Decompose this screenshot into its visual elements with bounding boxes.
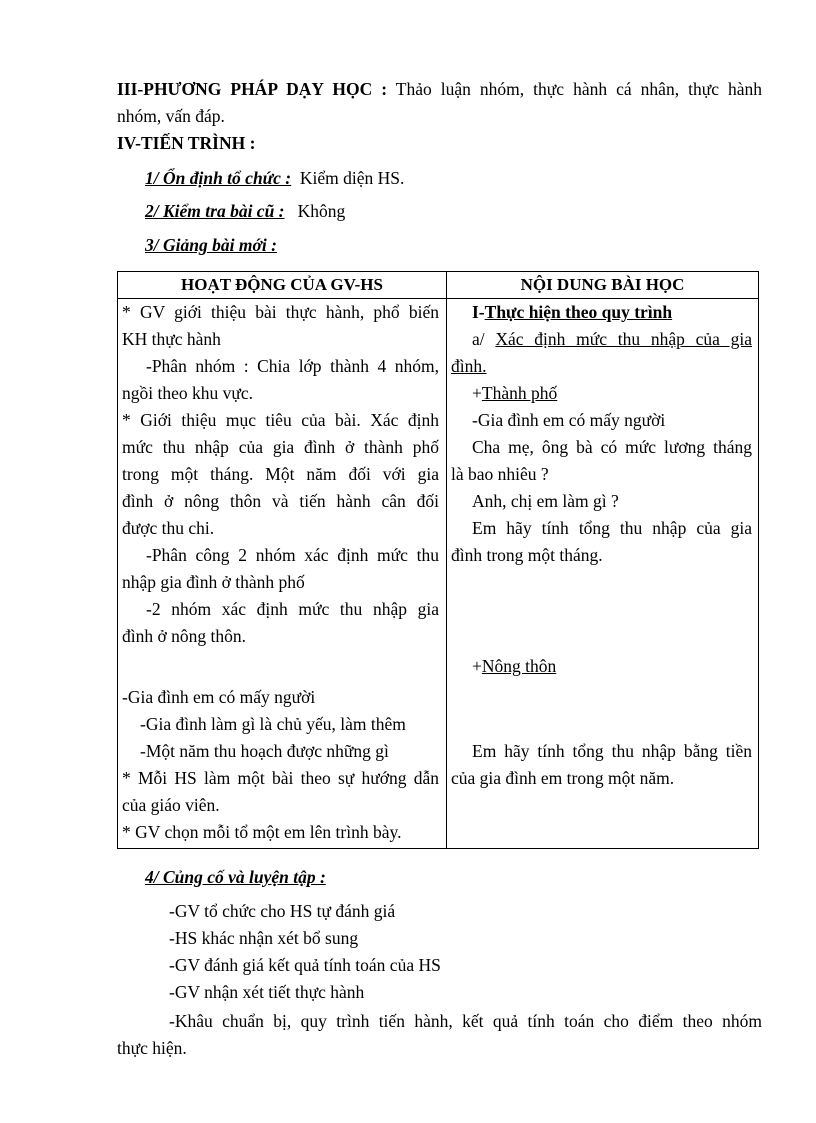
left-line: đình ở nông thôn và tiến hành cân đối <box>122 491 439 511</box>
left-line: * GV giới thiệu bài thực hành, phổ biến <box>122 302 439 322</box>
right-column <box>447 299 758 848</box>
left-line: -Một năm thu hoạch được những gì <box>140 741 389 761</box>
col-right-header: NỘI DUNG BÀI HỌC <box>447 272 759 299</box>
right-a-line1 <box>472 326 752 353</box>
list-item: -HS khác nhận xét bổ sung <box>169 928 359 948</box>
right-rural <box>472 653 556 680</box>
left-line: đình ở nông thôn. <box>122 626 246 646</box>
step2-value: Không <box>297 201 346 221</box>
right-a-line2: đình. <box>451 356 487 376</box>
step1 <box>145 165 404 192</box>
right-line: Cha mẹ, ông bà có mức lương tháng <box>472 437 752 457</box>
step1-label: 1/ Ổn định tổ chức : <box>145 168 292 188</box>
right-line: của gia đình em trong một năm. <box>451 768 675 788</box>
step2-label: 2/ Kiểm tra bài cũ : <box>145 201 285 221</box>
right-line: Anh, chị em làm gì ? <box>472 491 619 511</box>
list-item-last-2: thực hiện. <box>117 1038 187 1058</box>
left-line: KH thực hành <box>122 329 221 349</box>
list-item: -GV tổ chức cho HS tự đánh giá <box>169 901 396 921</box>
left-line: -2 nhóm xác định mức thu nhập gia <box>146 599 439 619</box>
left-line: được thu chi. <box>122 518 215 538</box>
right-line: Em hãy tính tổng thu nhập bằng tiền <box>472 741 752 761</box>
section3-line1 <box>117 76 762 103</box>
right-city <box>472 380 557 407</box>
section4-4-heading <box>145 864 326 891</box>
right-a-prefix: a/ <box>472 329 496 349</box>
section3-heading: III-PHƯƠNG PHÁP DẠY HỌC : <box>117 79 388 99</box>
left-line: * Mỗi HS làm một bài theo sự hướng dẫn <box>122 768 439 788</box>
right-line: đình trong một tháng. <box>451 545 603 565</box>
left-line: -Gia đình em có mấy người <box>122 687 316 707</box>
step3-label: 3/ Giảng bài mới : <box>145 235 277 255</box>
left-line: -Phân nhóm : Chia lớp thành 4 nhóm, <box>146 356 439 376</box>
right-title-prefix: I- <box>472 302 485 322</box>
right-rural-label: Nông thôn <box>481 656 557 676</box>
right-rural-prefix: + <box>472 656 482 676</box>
section4-heading: IV-TIẾN TRÌNH : <box>117 133 256 153</box>
right-city-label: Thành phố <box>481 383 558 403</box>
col-left-header: HOẠT ĐỘNG CỦA GV-HS <box>118 272 447 299</box>
section4-4-label: 4/ Củng cố và luyện tập : <box>145 867 326 887</box>
right-line: -Gia đình em có mấy người <box>472 410 666 430</box>
left-line: mức thu nhập của gia đình ở thành phố <box>122 437 439 457</box>
step2 <box>145 198 345 225</box>
lesson-table <box>117 271 759 849</box>
list-item-last-1: -Khâu chuẩn bị, quy trình tiến hành, kết quả tính toán cho điểm theo nhóm <box>169 1011 762 1031</box>
left-line: -Gia đình làm gì là chủ yếu, làm thêm <box>140 714 406 734</box>
right-title-text: Thực hiện theo quy trình <box>484 302 673 322</box>
step1-value: Kiểm diện HS. <box>299 168 405 188</box>
section3-text-2: nhóm, vấn đáp. <box>117 106 225 126</box>
right-a-text: Xác định mức thu nhập của gia <box>495 329 752 349</box>
right-title <box>472 299 672 326</box>
section3-text-1: Thảo luận nhóm, thực hành cá nhân, thực hành <box>387 79 763 99</box>
list-item: -GV nhận xét tiết thực hành <box>169 982 365 1002</box>
left-line: trong một tháng. Một năm đối với gia <box>122 464 439 484</box>
right-line: là bao nhiêu ? <box>451 464 549 484</box>
left-line: nhập gia đình ở thành phố <box>122 572 305 592</box>
left-line: * GV chọn mỗi tổ một em lên trình bày. <box>122 822 402 842</box>
left-column <box>118 299 446 848</box>
left-line: -Phân công 2 nhóm xác định mức thu <box>146 545 439 565</box>
left-line: ngồi theo khu vực. <box>122 383 253 403</box>
right-line: Em hãy tính tổng thu nhập của gia <box>472 518 752 538</box>
step3 <box>145 232 277 259</box>
right-city-prefix: + <box>472 383 482 403</box>
left-line: của giáo viên. <box>122 795 220 815</box>
left-line: * Giới thiệu mục tiêu của bài. Xác định <box>122 410 439 430</box>
list-item: -GV đánh giá kết quả tính toán của HS <box>169 955 441 975</box>
